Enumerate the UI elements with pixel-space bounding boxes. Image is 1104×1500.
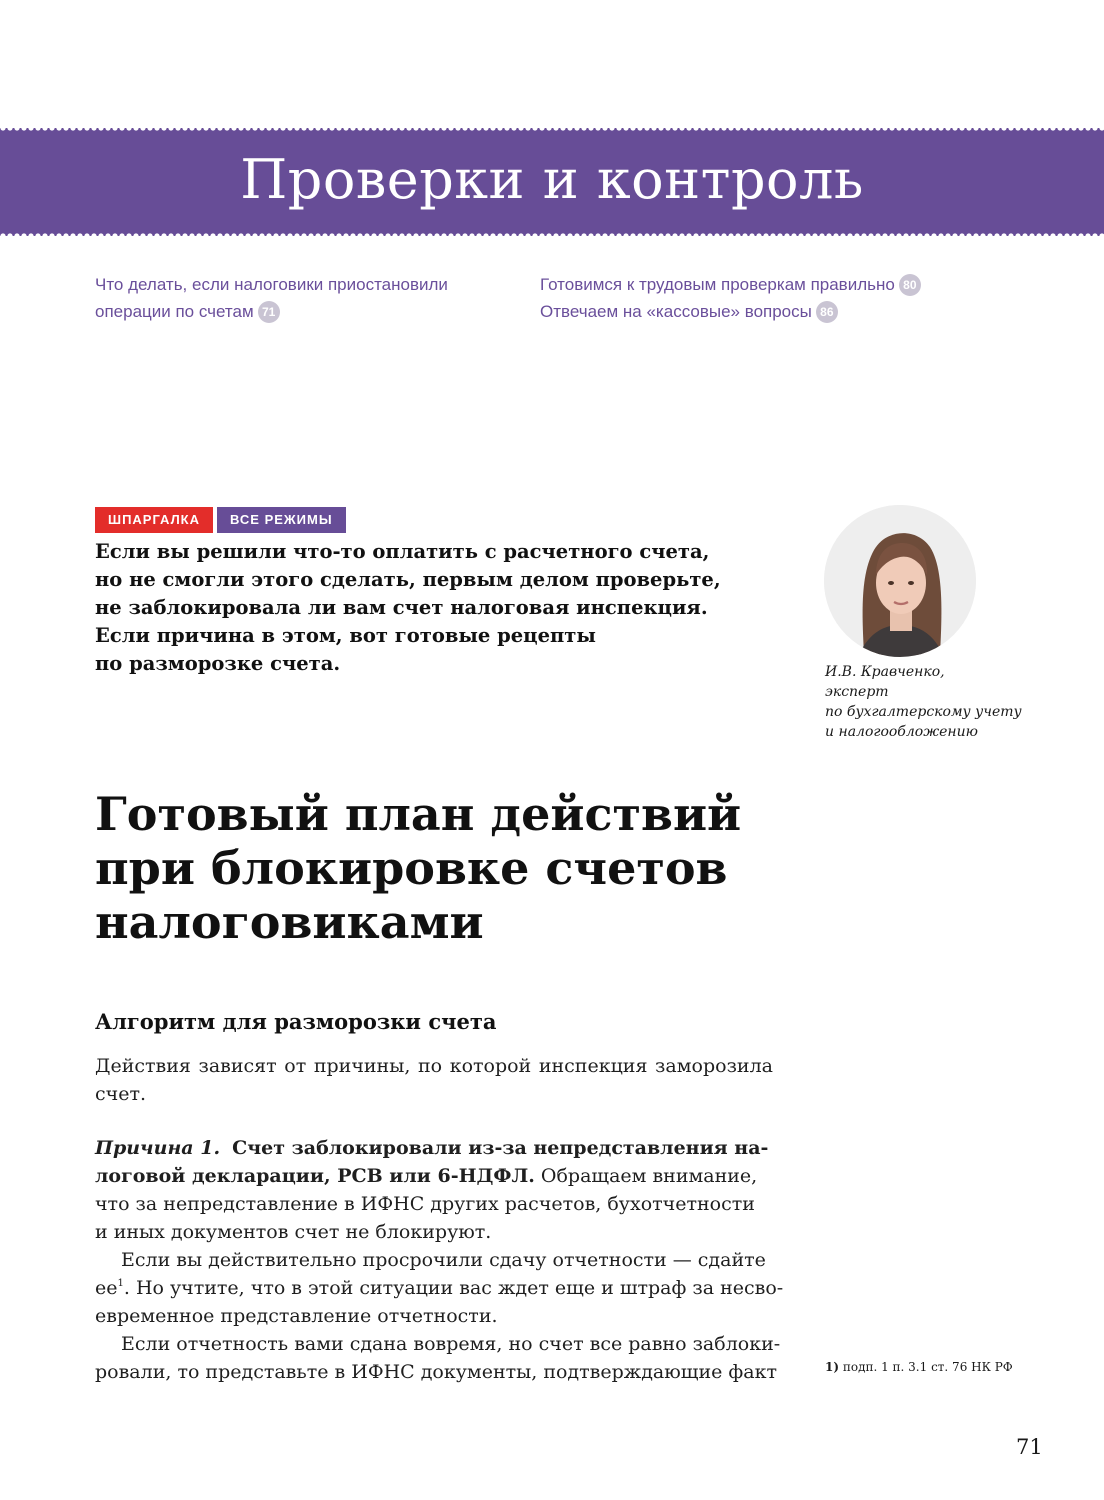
- footnote: [825, 1360, 1013, 1374]
- author-role: и налогообложению: [825, 724, 978, 740]
- author-portrait-illustration: [824, 505, 976, 657]
- body-line: и иных документов счет не блокируют.: [95, 1221, 492, 1243]
- headline-line: Готовый план действий: [95, 787, 742, 841]
- section-title: Проверки и контроль: [240, 148, 864, 211]
- toc-text: Готовимся к трудовым проверкам правильно: [540, 275, 895, 294]
- body-line: Действия зависят от причины, по которой инспекция заморозила: [95, 1055, 773, 1077]
- reason-label: Причина 1.: [95, 1137, 221, 1159]
- toc-right: [540, 271, 960, 325]
- lead-line: по разморозке счета.: [95, 652, 341, 675]
- toc-page-badge: 80: [899, 274, 921, 296]
- body-line: евременное представление отчетности.: [95, 1305, 498, 1327]
- footnote-number: 1): [825, 1360, 840, 1374]
- toc-link-cash-questions[interactable]: [540, 298, 960, 325]
- toc-page-badge: 71: [258, 301, 280, 323]
- body-line: [95, 1162, 773, 1190]
- headline-line: налоговиками: [95, 895, 484, 949]
- section-banner: [0, 128, 1104, 236]
- tag-row: [95, 507, 350, 533]
- body-line: Если вы действительно просрочили сдачу отчетности — сдайте: [121, 1249, 766, 1271]
- footnote-ref[interactable]: 1: [117, 1278, 124, 1289]
- body-paragraph-1: [95, 1052, 773, 1108]
- banner-scallop-bottom: [0, 233, 1104, 239]
- body-text: ее: [95, 1277, 118, 1299]
- body-line: что за непредставление в ИФНС других расчетов, бухотчетности: [95, 1193, 755, 1215]
- body-paragraph-2: [95, 1134, 784, 1386]
- body-line: [95, 1134, 773, 1162]
- article-headline: [95, 787, 815, 949]
- toc-text: Отвечаем на «кассовые» вопросы: [540, 302, 812, 321]
- toc-page-badge: 86: [816, 301, 838, 323]
- body-line: [95, 1274, 784, 1302]
- lead-line: но не смогли этого сделать, первым делом проверьте,: [95, 568, 721, 591]
- toc-left: [95, 271, 475, 325]
- lead-paragraph: [95, 538, 775, 678]
- toc-link-labor-inspections[interactable]: [540, 271, 960, 298]
- toc-text: операции по счетам: [95, 302, 254, 321]
- reason-text: логовой декларации, РСВ или 6-НДФЛ.: [95, 1165, 535, 1187]
- body-line: счет.: [95, 1083, 146, 1105]
- headline-line: при блокировке счетов: [95, 841, 728, 895]
- author-name: И.В. Кравченко,: [825, 664, 945, 680]
- page-number: 71: [1016, 1435, 1043, 1459]
- lead-line: не заблокировала ли вам счет налоговая инспекция.: [95, 596, 708, 619]
- footnote-text: подп. 1 п. 3.1 ст. 76 НК РФ: [842, 1360, 1013, 1374]
- body-line: Если отчетность вами сдана вовремя, но счет все равно заблоки-: [121, 1333, 781, 1355]
- author-role: эксперт: [825, 684, 889, 700]
- author-photo: [824, 505, 976, 657]
- reason-text: Счет заблокировали из-за непредставления на-: [232, 1137, 769, 1159]
- lead-line: Если вы решили что-то оплатить с расчетного счета,: [95, 540, 710, 563]
- body-text: . Но учтите, что в этой ситуации вас ждет еще и штраф за несво-: [123, 1277, 784, 1299]
- lead-line: Если причина в этом, вот готовые рецепты: [95, 624, 596, 647]
- body-line: ровали, то представьте в ИФНС документы, подтверждающие факт: [95, 1361, 777, 1383]
- toc-link-suspended-operations[interactable]: [95, 271, 475, 325]
- toc-text: Что делать, если налоговики приостановили: [95, 275, 448, 294]
- article-subhead: Алгоритм для разморозки счета: [95, 1009, 497, 1034]
- tag-all-regimes: ВСЕ РЕЖИМЫ: [217, 507, 346, 533]
- body-text: Обращаем внимание,: [534, 1165, 758, 1187]
- banner-scallop-top: [0, 125, 1104, 131]
- tag-cheatsheet: ШПАРГАЛКА: [95, 507, 213, 533]
- author-caption: [825, 662, 1065, 742]
- author-role: по бухгалтерскому учету: [825, 704, 1022, 720]
